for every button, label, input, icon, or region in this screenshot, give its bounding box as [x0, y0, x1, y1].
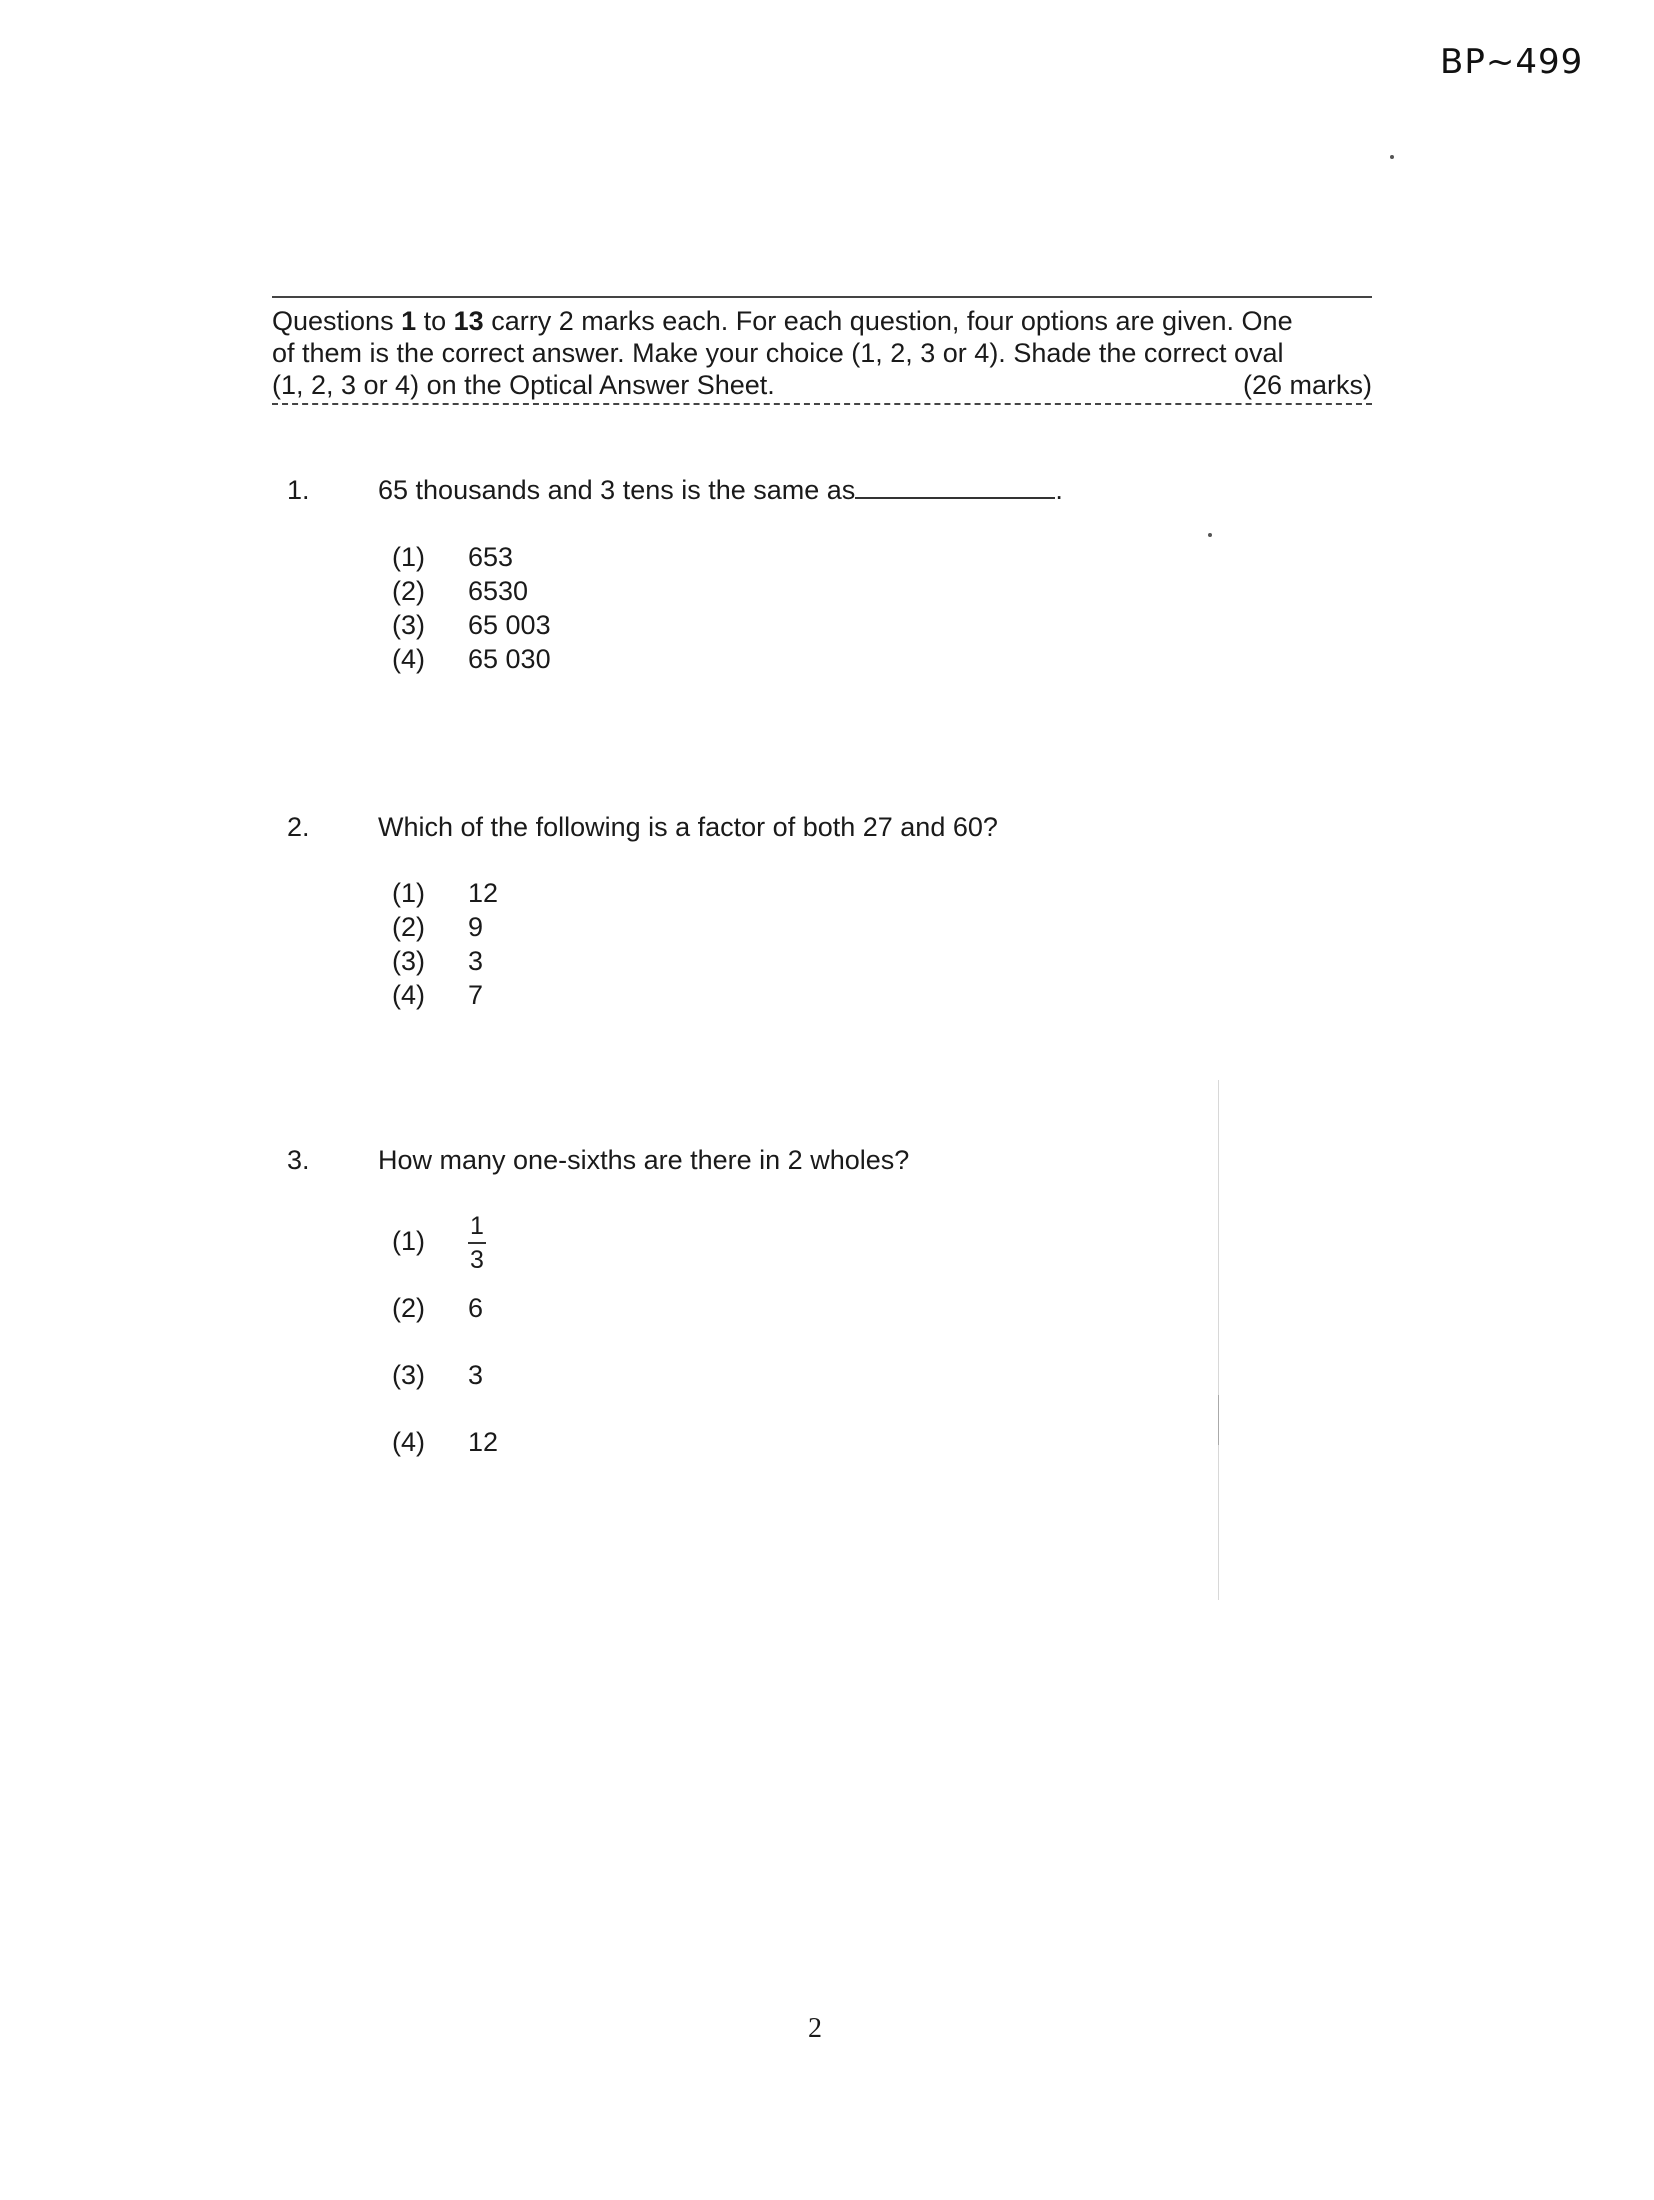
option: (1) $\frac{1}{3}$	[392, 1208, 498, 1275]
options-list	[392, 876, 498, 1012]
option: (2) 6530	[392, 576, 529, 606]
instructions-line-1	[272, 305, 1372, 337]
question-text: Which of the following is a factor of both 27 and 60?	[378, 812, 998, 842]
marks-total: (26 marks)	[1242, 370, 1372, 400]
question-text: How many one-sixths are there in 2 wholes?	[378, 1145, 910, 1175]
paper-code: BP~499	[1440, 42, 1584, 82]
instructions-line-3	[272, 369, 1372, 405]
page-number: 2	[808, 2013, 822, 2044]
option: (1) 12	[392, 878, 499, 908]
scan-artifact-line	[1218, 1395, 1219, 1445]
option: (3) 65 003	[392, 610, 551, 640]
question-number: 3.	[287, 1145, 310, 1175]
instructions-text: Questions 1 to 13 carry 2 marks each. For each question, four options are given. One	[272, 306, 1293, 336]
options-list	[392, 540, 551, 676]
option: (2) 9	[392, 912, 484, 942]
fraction	[468, 1213, 486, 1273]
instructions-text: of them is the correct answer. Make your choice (1, 2, 3 or 4). Shade the correct oval	[272, 338, 1284, 368]
option: (2) 6	[392, 1293, 484, 1323]
option: (4) 7	[392, 980, 484, 1010]
option: (4) 65 030	[392, 644, 551, 674]
fraction-numerator: 1	[470, 1211, 484, 1240]
question-text: 65 thousands and 3 tens is the same as .	[378, 475, 1063, 505]
fraction-denominator: 3	[470, 1245, 484, 1274]
scan-speck	[1208, 533, 1212, 537]
scan-speck	[1390, 155, 1394, 159]
options-list	[392, 1208, 498, 1476]
instructions-box	[272, 296, 1372, 405]
fraction-bar	[468, 1242, 486, 1244]
option: (3) 3	[392, 1360, 484, 1390]
question-number: 1.	[287, 475, 310, 505]
scan-artifact-line	[1218, 1080, 1219, 1600]
answer-blank	[855, 475, 1055, 499]
instructions-line-2	[272, 337, 1372, 369]
option: (1) 653	[392, 542, 514, 572]
instructions-text: (1, 2, 3 or 4) on the Optical Answer Sheet.	[272, 370, 775, 400]
option: (3) 3	[392, 946, 484, 976]
question-number: 2.	[287, 812, 310, 842]
option: (4) 12	[392, 1427, 499, 1457]
